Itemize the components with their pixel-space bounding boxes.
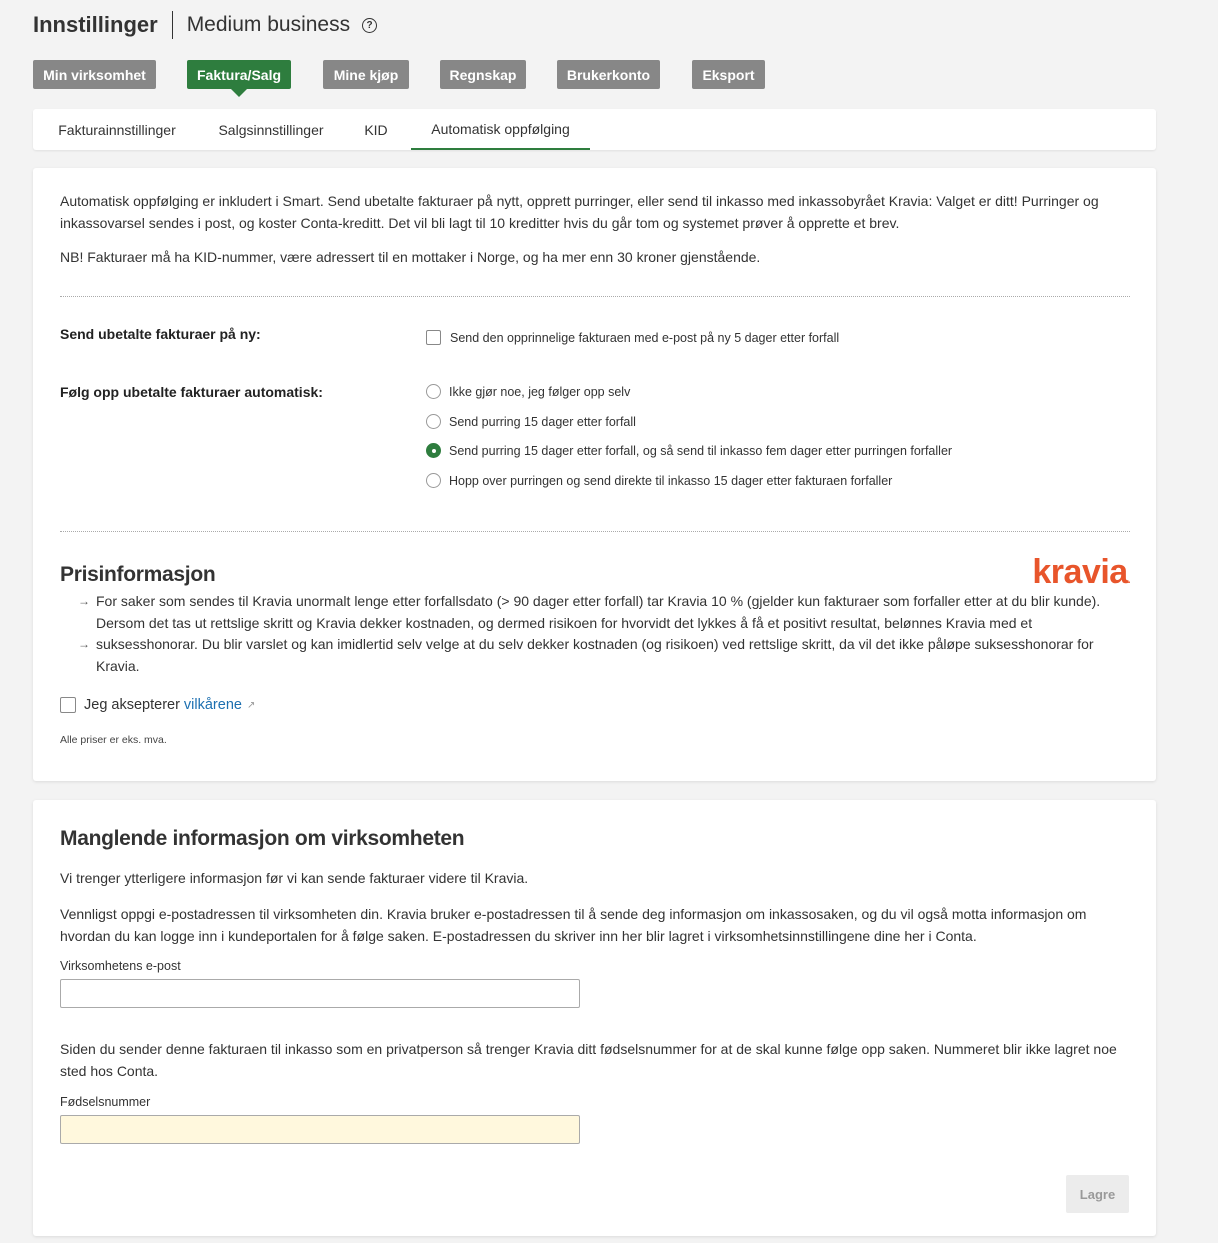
page-header [33,8,377,42]
intro-line-2: inkassovarsel sendes i post, og koster Conta-kreditt. Det vil bli lagt til 10 kreditter hvis du går tom og systemet prøver å opprette et brev. [60,214,900,231]
external-link-icon: ↗ [246,699,256,711]
intro-note: NB! Fakturaer må ha KID-nummer, være adressert til en mottaker i Norge, og ha mer enn 30 kroner gjenstående. [60,249,761,265]
tab-min-virksomhet[interactable]: Min virksomhet [33,60,156,89]
sub-tabs [33,109,1156,150]
ssn-explanation-line-2: sted hos Conta. [60,1062,159,1079]
divider [60,296,1130,297]
accept-terms-checkbox[interactable] [60,697,76,713]
option-label: Ikke gjør noe, jeg følger opp selv [449,384,631,399]
pricing-line-1: For saker som sendes til Kravia unormalt lenge etter forfallsdato (> 90 dager etter forfall) tar Kravia 10 % (gjelder kun fakturaer som forfaller etter at du blir kunde). [96,593,1101,609]
radio-button[interactable] [426,414,441,429]
option-label: Hopp over purringen og send direkte til inkasso 15 dager etter fakturaen forfaller [449,473,893,488]
follow-up-settings-card [33,168,1156,781]
help-icon[interactable]: ? [362,18,377,33]
email-input[interactable] [60,979,580,1008]
radio-button[interactable] [426,384,441,399]
follow-up-option-1[interactable] [426,384,630,399]
email-explanation [60,904,1130,947]
arrow-icon: → [78,594,90,608]
resend-option-label: Send den opprinnelige fakturaen med e-post på ny 5 dager etter forfall [450,330,840,345]
follow-up-option-3[interactable] [426,443,952,458]
follow-up-label: Følg opp ubetalte fakturaer automatisk: [60,384,323,400]
follow-up-option-2[interactable] [426,414,636,429]
subtab-kid[interactable]: KID [364,121,388,138]
pricing-title: Prisinformasjon [60,563,216,586]
resend-option[interactable] [426,330,839,345]
accept-terms[interactable] [60,697,255,713]
ssn-input[interactable] [60,1115,580,1144]
follow-up-option-4[interactable] [426,473,892,488]
page-title: Innstillinger [33,12,158,37]
pricing-line-3: suksesshonorar. Du blir varslet og kan imidlertid selv velge at du selv dekker kostnaden (og risikoen) ved rettslige skritt, da vil det ikke påløpe suksesshonorar for [96,636,1094,652]
tab-mine-kjop[interactable]: Mine kjøp [323,60,409,89]
pricing-line-2: Dersom det tas ut rettslige skritt og Kravia dekker kostnaden, og dermed risikoen for hvorvidt det lykkes å få et positivt resultat, belønnes Kravia med et [96,614,1033,631]
ssn-label: Fødselsnummer [60,1095,151,1109]
radio-button-selected[interactable] [426,443,441,458]
ssn-explanation [60,1039,1130,1082]
subtab-salgsinnstillinger[interactable]: Salgsinnstillinger [218,121,324,138]
subtab-automatisk-oppfolging[interactable]: Automatisk oppfølging [411,109,590,150]
intro-text [60,191,1130,234]
option-label: Send purring 15 dager etter forfall [449,414,636,429]
ssn-explanation-line-1: Siden du sender denne fakturaen til inkasso som en privatperson så trenger Kravia ditt fødselsnummer for at de skal kunne følge opp saken. Nummeret blir ikke lagret noe [60,1041,1117,1057]
save-button[interactable]: Lagre [1066,1175,1129,1213]
resend-label: Send ubetalte fakturaer på ny: [60,326,261,342]
arrow-icon: → [78,637,90,651]
tab-faktura-salg[interactable]: Faktura/Salg [187,60,291,89]
missing-info-card [33,800,1156,1236]
divider [60,531,1130,532]
tab-brukerkonto[interactable]: Brukerkonto [557,60,660,89]
tab-eksport[interactable]: Eksport [692,60,765,89]
subtab-fakturainnstillinger[interactable]: Fakturainnstillinger [58,121,176,138]
kravia-logo [1032,553,1130,592]
intro-line-1: Automatisk oppfølging er inkludert i Smart. Send ubetalte fakturaer på nytt, opprett purringer, eller send til inkasso med inkassobyrået Kravia: Valget er ditt! Purringer og [60,193,1099,209]
main-tabs [0,60,1218,90]
vat-note: Alle priser er eks. mva. [60,734,167,746]
radio-button[interactable] [426,473,441,488]
company-name: Medium business [186,13,351,36]
option-label: Send purring 15 dager etter forfall, og så send til inkasso fem dager etter purringen forfaller [449,443,953,458]
email-explanation-line-2: hvordan du kan logge inn i kundeportalen for å følge saken. E-postadressen du skriver inn her blir lagret i virksomhetsinnstillingene dine her i Conta. [60,927,977,944]
logo-dot: . [1127,575,1130,586]
tab-regnskap[interactable]: Regnskap [440,60,526,89]
pricing-text [96,591,1136,677]
missing-info-intro: Vi trenger ytterligere informasjon før vi kan sende fakturaer videre til Kravia. [60,870,529,886]
logo-text: kravia [1032,553,1128,591]
email-explanation-line-1: Vennligst oppgi e-postadressen til virksomheten din. Kravia bruker e-postadressen til å sende deg informasjon om inkassosaken, og du vil også motta informasjon om [60,906,1087,922]
email-label: Virksomhetens e-post [60,959,181,973]
header-divider [172,11,173,39]
pricing-line-4: Kravia. [96,657,140,674]
accept-terms-label: Jeg aksepterer [84,697,180,713]
resend-checkbox[interactable] [426,330,441,345]
terms-link[interactable]: vilkårene [183,697,242,713]
missing-info-title: Manglende informasjon om virksomheten [60,827,465,850]
